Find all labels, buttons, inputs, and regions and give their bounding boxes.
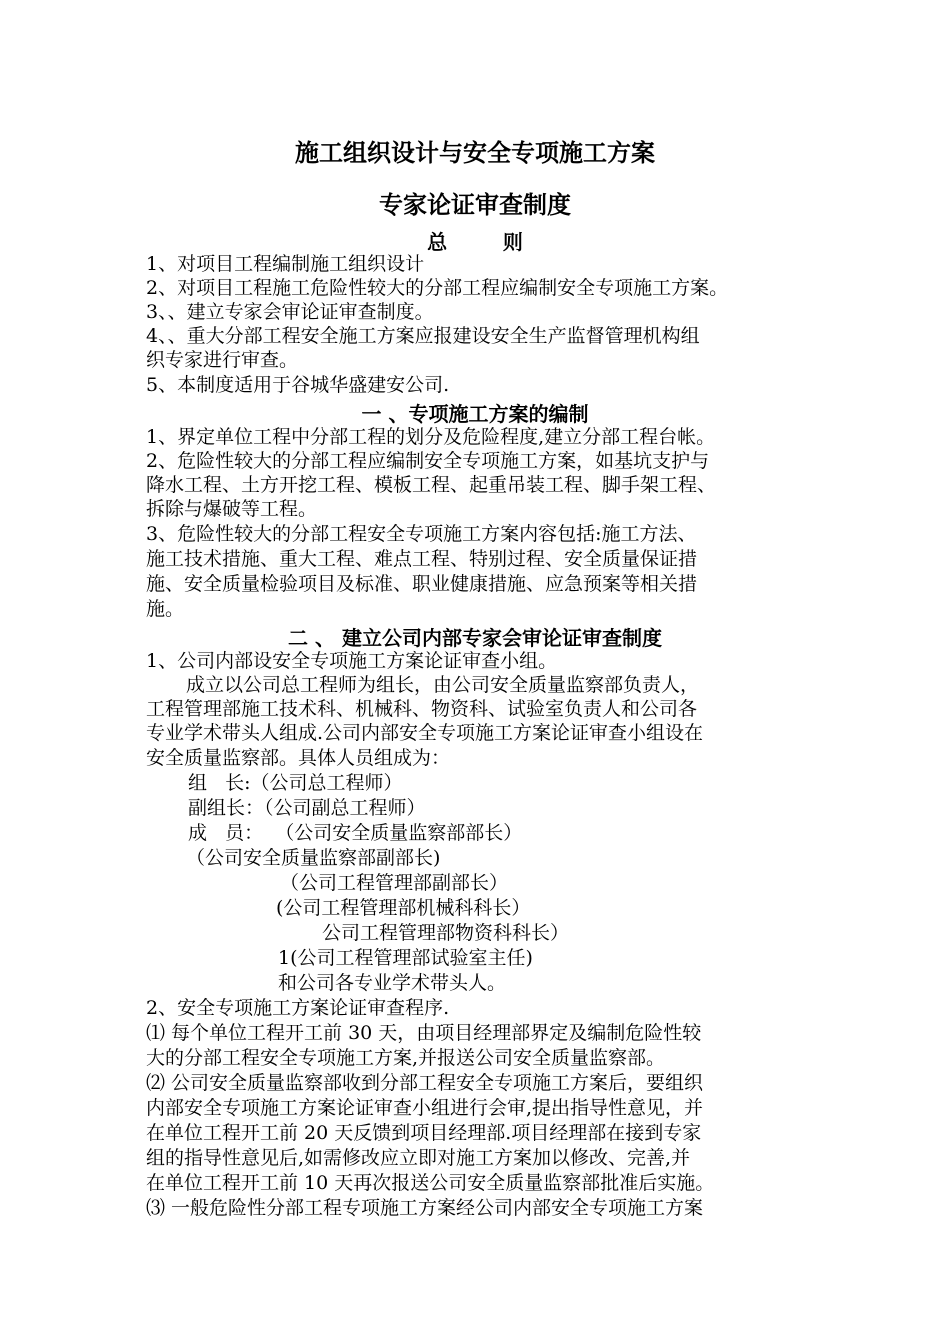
section2-line: ⑶ 一般危险性分部工程专项施工方案经公司内部安全专项施工方案 [146, 1197, 704, 1219]
section2-line: 安全质量监察部。具体人员组成为： [146, 747, 451, 769]
section1-line: 2、危险性较大的分部工程应编制安全专项施工方案，如基坑支护与 [146, 450, 710, 472]
section1-line: 施。 [146, 598, 185, 620]
team-member: （公司安全质量监察部副部长) [186, 847, 441, 869]
section2-line: ⑴ 每个单位工程开工前 30 天，由项目经理部界定及编制危险性较 [146, 1022, 702, 1044]
team-leader: 组 长:（公司总工程师） [188, 772, 403, 794]
section1-line: 1、界定单位工程中分部工程的划分及危险程度,建立分部工程台帐。 [146, 426, 716, 448]
team-member: (公司工程管理部机械科科长） [276, 897, 531, 919]
section2-line: 工程管理部施工技术科、机械科、物资科、试验室负责人和公司各 [146, 698, 698, 720]
general-line: 织专家进行审查。 [146, 349, 299, 371]
section1-line: 3、危险性较大的分部工程安全专项施工方案内容包括:施工方法、 [146, 523, 697, 545]
section1-heading: 一 、专项施工方案的编制 [361, 402, 589, 426]
team-members: 成 员： （公司安全质量监察部部长） [188, 822, 523, 844]
section2-line: 成立以公司总工程师为组长，由公司安全质量监察部负责人， [186, 674, 700, 696]
section2-line: 组的指导性意见后,如需修改应立即对施工方案加以修改、完善,并 [146, 1147, 691, 1169]
general-line: 2、对项目工程施工危险性较大的分部工程应编制安全专项施工方案。 [146, 277, 729, 299]
section2-line: 专业学术带头人组成.公司内部安全专项施工方案论证审查小组设在 [146, 722, 704, 744]
section2-line: 在单位工程开工前 20 天反馈到项目经理部.项目经理部在接到专家 [146, 1122, 702, 1144]
general-heading: 总 则 [427, 230, 523, 254]
general-line: 3、、建立专家会审论证审查制度。 [146, 301, 434, 323]
team-member: 公司工程管理部物资科科长） [322, 922, 570, 944]
team-deputy-leader: 副组长：（公司副总工程师） [188, 797, 426, 819]
general-line: 1、对项目工程编制施工组织设计 [146, 253, 425, 275]
general-line: 4、、重大分部工程安全施工方案应报建设安全生产监督管理机构组 [146, 325, 700, 347]
general-line: 5、本制度适用于谷城华盛建安公司. [146, 374, 450, 396]
section1-line: 施工技术措施、重大工程、难点工程、特别过程、安全质量保证措 [146, 548, 698, 570]
section2-line: ⑵ 公司安全质量监察部收到分部工程安全专项施工方案后，要组织 [146, 1072, 704, 1094]
section1-line: 施、安全质量检验项目及标准、职业健康措施、应急预案等相关措 [146, 573, 698, 595]
section2-line: 在单位工程开工前 10 天再次报送公司安全质量监察部批准后实施。 [146, 1172, 715, 1194]
section2-line: 2、安全专项施工方案论证审查程序. [146, 997, 450, 1019]
section2-line: 1、公司内部设安全专项施工方案论证审查小组。 [146, 650, 558, 672]
section2-line: 大的分部工程安全专项施工方案,并报送公司安全质量监察部。 [146, 1047, 666, 1069]
section2-heading: 二 、 建立公司内部专家会审论证审查制度 [288, 626, 662, 650]
document-title: 施工组织设计与安全专项施工方案 [295, 139, 655, 167]
team-member: （公司工程管理部副部长） [280, 872, 509, 894]
team-member: 和公司各专业学术带头人。 [278, 972, 507, 994]
section2-line: 内部安全专项施工方案论证审查小组进行会审,提出指导性意见，并 [146, 1097, 704, 1119]
section1-line: 拆除与爆破等工程。 [146, 498, 318, 520]
team-member: 1(公司工程管理部试验室主任) [278, 947, 533, 969]
document-subtitle: 专家论证审查制度 [379, 191, 571, 219]
section1-line: 降水工程、土方开挖工程、模板工程、起重吊装工程、脚手架工程、 [146, 474, 717, 496]
